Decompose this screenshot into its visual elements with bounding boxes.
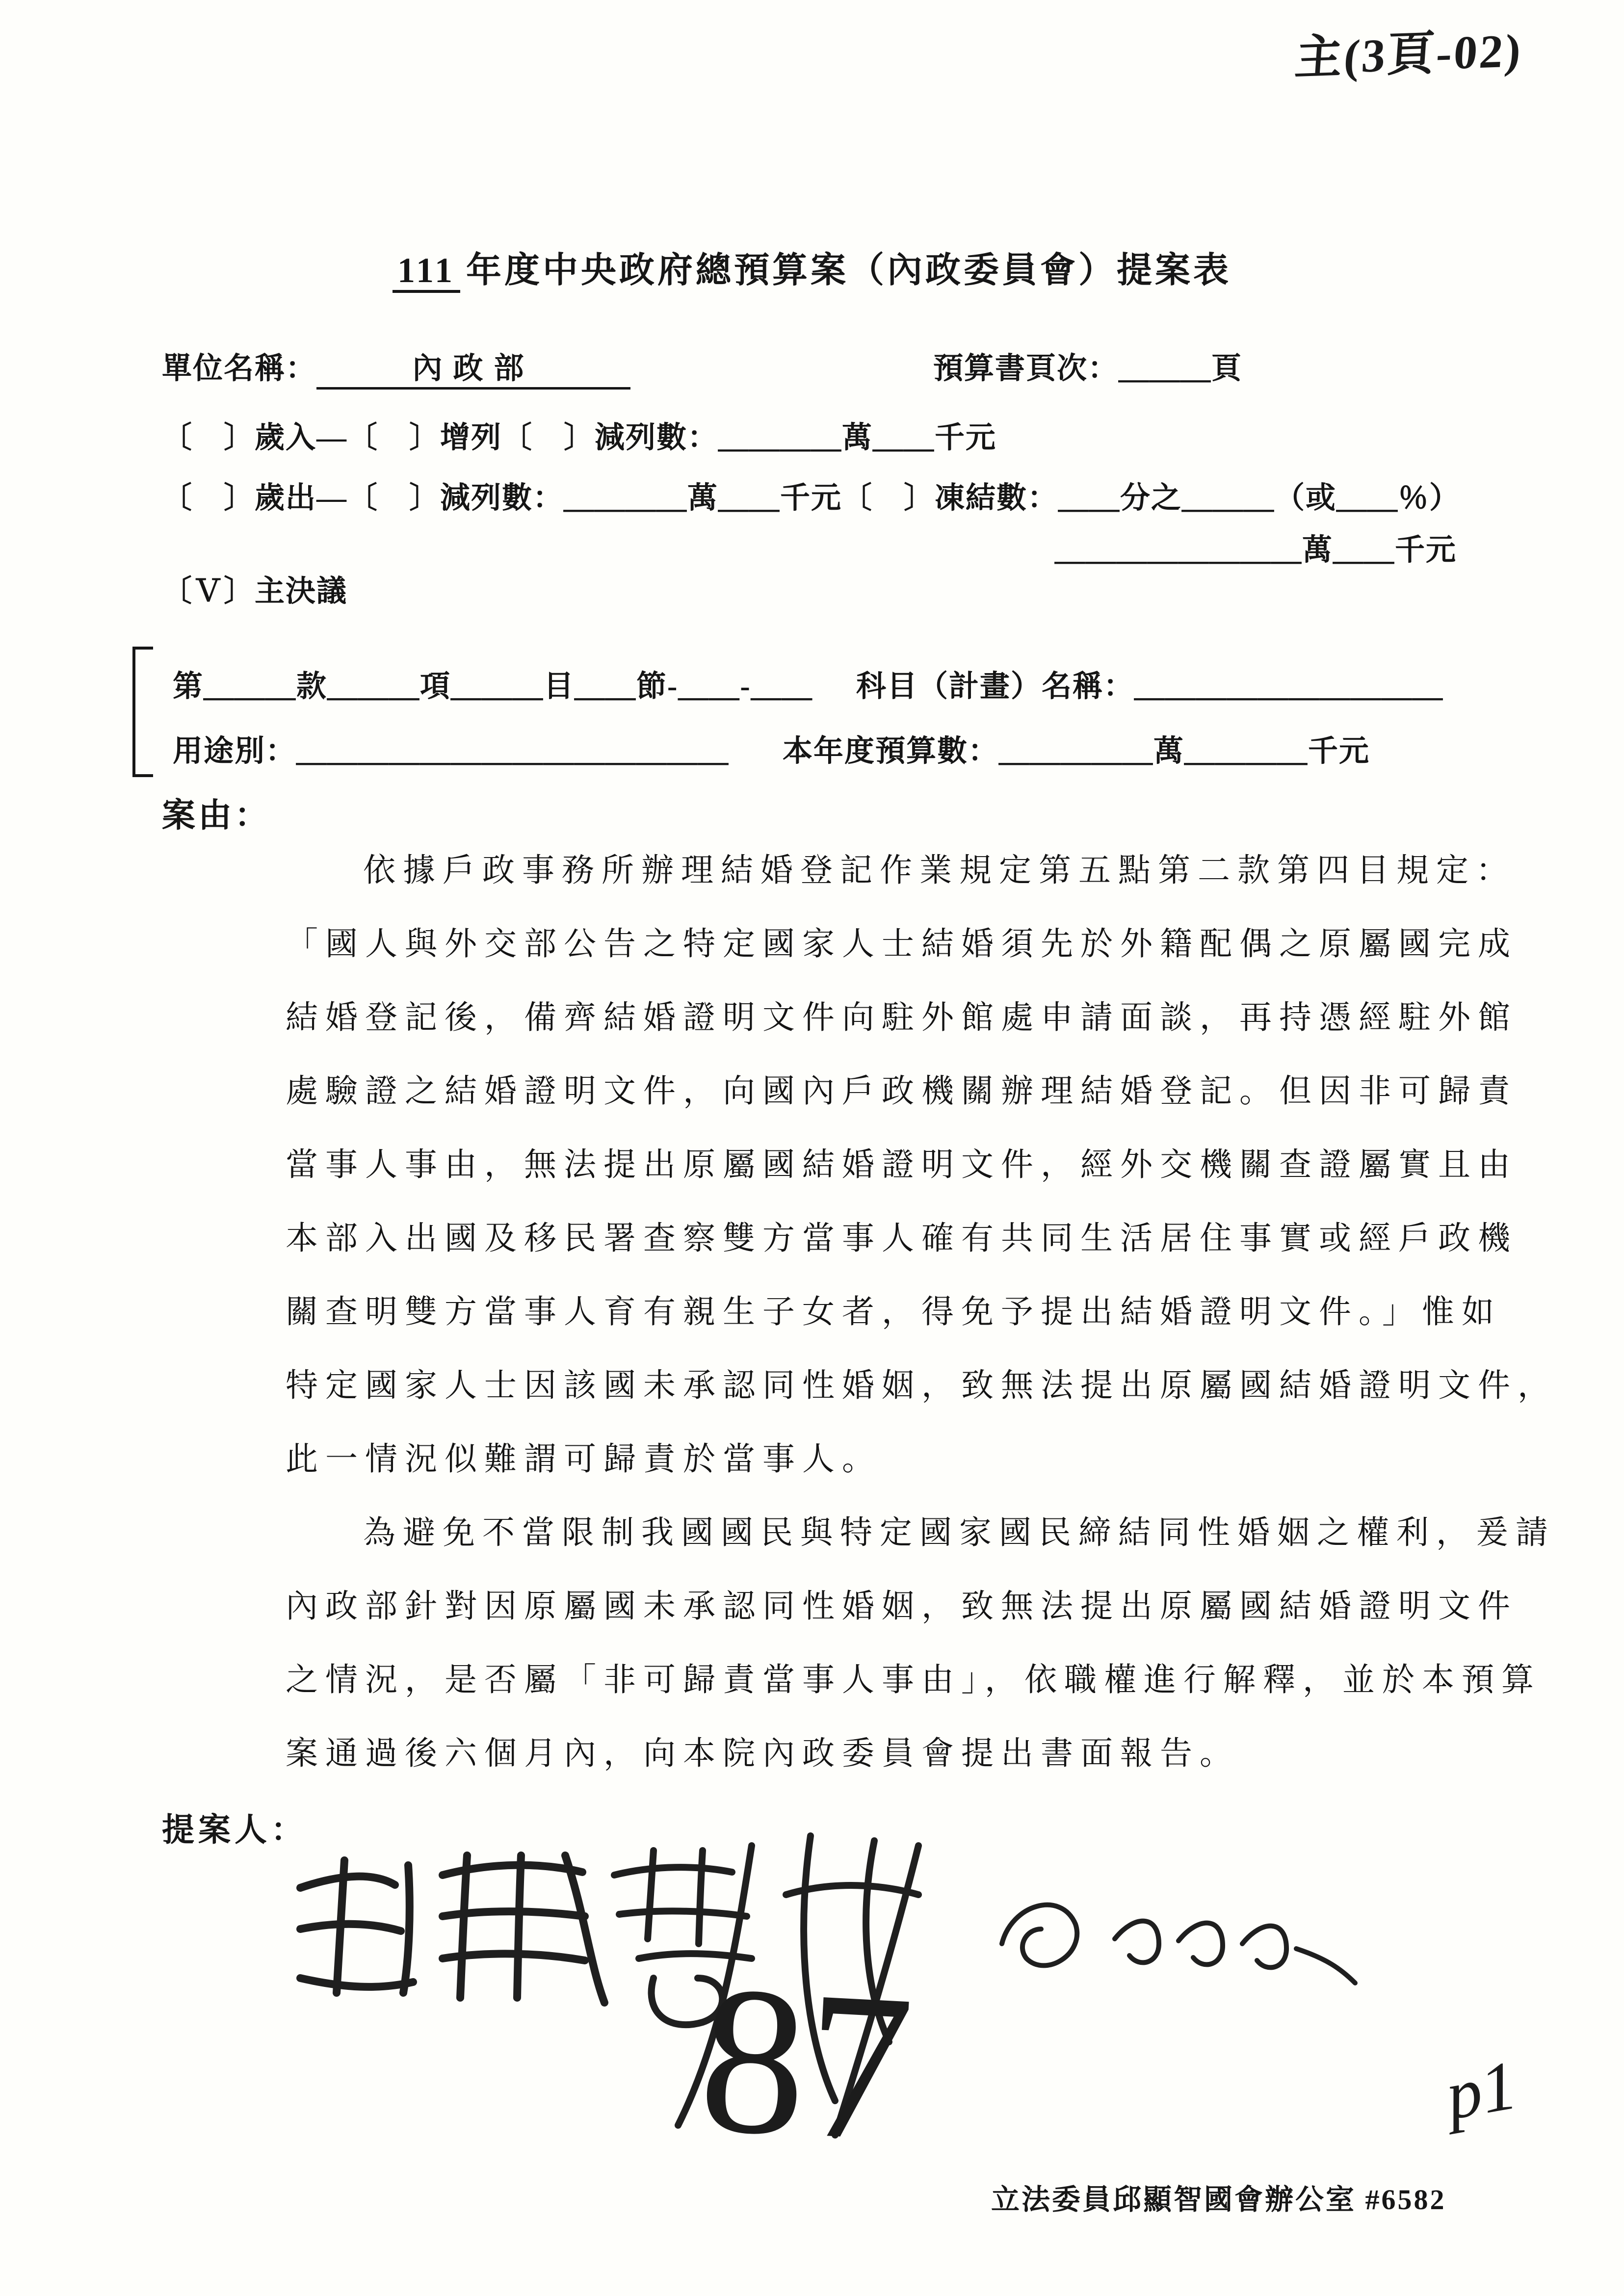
case-label: 案由： [162,797,271,834]
case-p1-line: 特定國家人士因該國未承認同性婚姻，致無法提出原屬國結婚證明文件， [286,1368,1557,1404]
title-text: 年度中央政府總預算案（內政委員會）提案表 [466,251,1232,290]
case-p2-line: 之情況，是否屬「非可歸責當事人事由」，依職權進行解釋，並於本預算 [286,1662,1541,1698]
case-p2-line: 案通過後六個月內，向本院內政委員會提出書面報告。 [286,1736,1239,1772]
unit-name-row [162,344,630,390]
case-p1-line: 此一情況似難謂可歸責於當事人。 [286,1441,882,1477]
case-p2-line: 內政部針對因原屬國未承認同性婚姻，致無法提出原屬國結婚證明文件 [286,1589,1518,1624]
annual-budget-row: 本年度預算數：＿＿＿＿＿萬＿＿＿＿千元 [783,735,1370,768]
handwritten-note-top-right: 主(3頁-02) [1293,24,1524,85]
unit-name-label: 單位名稱： [162,352,317,385]
case-p1-line: 關查明雙方當事人育有親生子女者，得免予提出結婚證明文件。」惟如 [286,1294,1501,1330]
case-p1-line: 結婚登記後，備齊結婚證明文件向駐外館處申請面談，再持憑經駐外館 [286,1000,1518,1036]
signature-stroke-group-1 [300,1855,604,2003]
legislator-office-footer: 立法委員邱顯智國會辦公室 #6582 [991,2184,1446,2216]
subject-name-row: 科目（計畫）名稱：＿＿＿＿＿＿＿＿＿＿ [856,670,1444,703]
signature-stroke-group-3 [1002,1905,1355,1983]
case-p1-line: 處驗證之結婚證明文件，向國內戶政機關辦理結婚登記。但因非可歸責 [286,1073,1518,1109]
handwritten-page-number: 87 [694,1942,918,2186]
item-section-row: 第＿＿＿款＿＿＿項＿＿＿目＿＿節-＿＿-＿＿ [173,670,813,703]
case-p1-line: 依據戶政事務所辦理結婚登記作業規定第五點第二款第四目規定： [363,853,1516,888]
page-title [0,241,1624,292]
main-resolution-row: 〔Ｖ〕主決議 [162,575,348,608]
unit-name-value: 內政部 [316,344,630,390]
case-p2-line: 為避免不當限制我國國民與特定國家國民締結同性婚姻之權利，爰請 [363,1515,1555,1551]
case-p1-line: 當事人事由，無法提出原屬國結婚證明文件，經外交機關查證屬實且由 [286,1147,1518,1183]
handwritten-corner-mark: p1 [1440,2045,1522,2135]
left-bracket-mark [132,647,153,777]
case-p1-line: 本部入出國及移民署查察雙方當事人確有共同生活居住事實或經戶政機 [286,1221,1518,1256]
freeze-amount-row: ＿＿＿＿＿＿＿＿萬＿＿千元 [1055,534,1457,567]
usage-type-row: 用途別：＿＿＿＿＿＿＿＿＿＿＿＿＿＿ [173,735,730,768]
proposer-label: 提案人： [162,1812,307,1848]
revenue-row: 〔 〕歲入—〔 〕增列〔 〕減列數：＿＿＿＿萬＿＿千元 [162,421,997,454]
expenditure-row: 〔 〕歲出—〔 〕減列數：＿＿＿＿萬＿＿千元〔 〕凍結數：＿＿分之＿＿＿（或＿＿％） [162,482,1461,515]
budget-page-row: 預算書頁次：＿＿＿頁 [933,352,1243,385]
case-body [286,834,1557,1791]
case-p1-line: 「國人與外交部公告之特定國家人士結婚須先於外籍配偶之原屬國完成 [286,926,1518,962]
title-year-underlined: 111 [393,251,460,293]
